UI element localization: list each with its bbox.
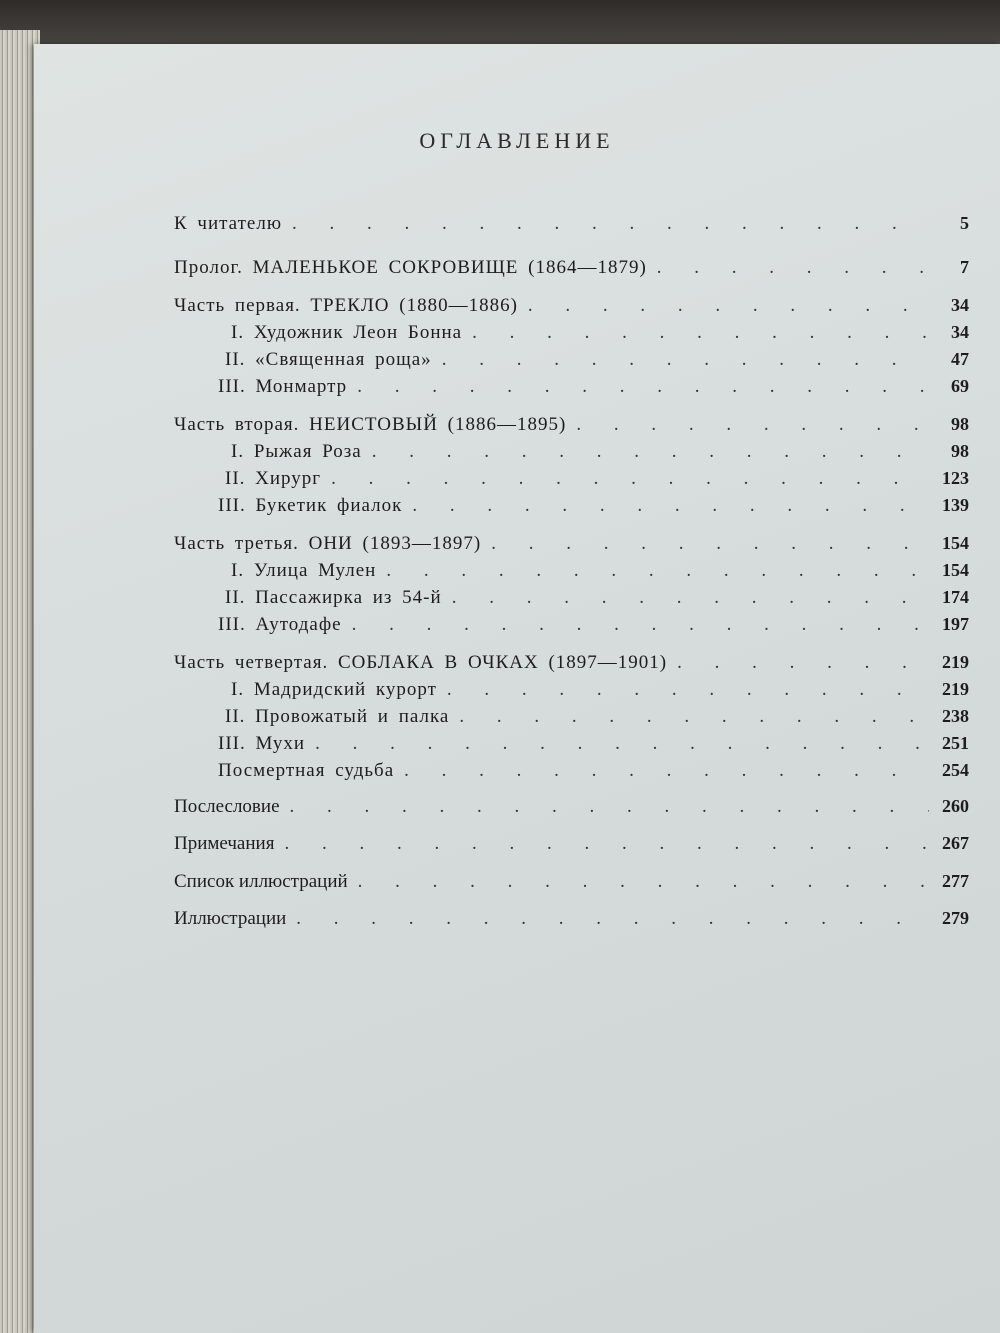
toc-leader-dots — [677, 650, 929, 676]
toc-entry-label: Часть третья. ОНИ (1893—1897) — [174, 533, 482, 554]
toc-entry-label: II. Пассажирка из 54-й — [225, 587, 442, 608]
toc-leader-dots — [459, 704, 929, 730]
toc-chapter — [218, 611, 969, 637]
toc-entry-page: 7 — [960, 257, 969, 277]
toc-leader-dots — [491, 531, 929, 557]
toc-leader-dots — [657, 255, 929, 281]
toc-entry-page: 139 — [942, 495, 969, 515]
toc-entry-page: 34 — [951, 295, 969, 315]
toc-entry — [174, 868, 969, 894]
toc-leader-dots — [442, 347, 929, 373]
toc-entry — [174, 210, 969, 236]
toc-leader-dots — [358, 869, 929, 895]
table-of-contents — [174, 44, 974, 1044]
toc-leader-dots — [331, 466, 929, 492]
toc-chapter — [218, 373, 969, 399]
toc-leader-dots — [528, 293, 929, 319]
toc-leader-dots — [290, 794, 929, 820]
toc-entry-page: 254 — [942, 760, 969, 780]
toc-entry-page: 267 — [942, 833, 969, 853]
toc-part-heading — [174, 649, 969, 675]
toc-entry-page: 123 — [942, 468, 969, 488]
toc-chapter — [225, 346, 969, 372]
toc-entry-page: 34 — [951, 322, 969, 342]
book-page — [34, 44, 1000, 1333]
page-title: ОГЛАВЛЕНИЕ — [419, 128, 615, 153]
toc-entry-page: 219 — [942, 652, 969, 672]
toc-entry-page: 277 — [942, 871, 969, 891]
toc-entry-page: 238 — [942, 706, 969, 726]
toc-entry-label: Часть первая. ТРЕКЛО (1880—1886) — [174, 295, 518, 316]
toc-entry-label: I. Мадридский курорт — [231, 679, 437, 700]
toc-chapter — [218, 730, 969, 756]
toc-entry-label: II. Хирург — [225, 468, 322, 489]
toc-entry-label: Часть четвертая. СОБЛАКА В ОЧКАХ (1897—1901) — [174, 652, 668, 673]
toc-entry-label: III. Букетик фиалок — [218, 495, 403, 516]
toc-leader-dots — [404, 758, 929, 784]
toc-leader-dots — [292, 211, 929, 237]
toc-entry-page: 5 — [960, 213, 969, 233]
toc-entry-label: II. Провожатый и палка — [225, 706, 450, 727]
toc-chapter — [218, 757, 969, 783]
toc-leader-dots — [357, 374, 929, 400]
toc-entry-label: Часть вторая. НЕИСТОВЫЙ (1886—1895) — [174, 414, 567, 435]
toc-leader-dots — [447, 677, 929, 703]
toc-part-heading — [174, 292, 969, 318]
toc-entry-label: Список иллюстраций — [174, 871, 348, 892]
toc-entry-label: Посмертная судьба — [218, 760, 395, 781]
toc-part-heading — [174, 411, 969, 437]
toc-leader-dots — [452, 585, 929, 611]
toc-entry-page: 47 — [951, 349, 969, 369]
toc-chapter — [231, 676, 969, 702]
toc-entry-page: 260 — [942, 796, 969, 816]
toc-entry-page: 98 — [951, 414, 969, 434]
toc-entry — [174, 905, 969, 931]
toc-part-heading — [174, 530, 969, 556]
toc-entry — [174, 830, 969, 856]
toc-entry-label: Пролог. МАЛЕНЬКОЕ СОКРОВИЩЕ (1864—1879) — [174, 257, 647, 278]
toc-entry-label: Послесловие — [174, 796, 280, 817]
toc-entry-page: 219 — [942, 679, 969, 699]
toc-leader-dots — [412, 493, 929, 519]
toc-entry-label: II. «Священная роща» — [225, 349, 432, 370]
toc-leader-dots — [386, 558, 929, 584]
toc-entry-page: 98 — [951, 441, 969, 461]
toc-chapter — [225, 465, 969, 491]
background-top — [0, 0, 1000, 48]
toc-chapter — [231, 438, 969, 464]
toc-leader-dots — [472, 320, 929, 346]
toc-entry-page: 251 — [942, 733, 969, 753]
toc-leader-dots — [315, 731, 929, 757]
toc-chapter — [231, 557, 969, 583]
toc-entry-page: 154 — [942, 533, 969, 553]
toc-entry-page: 154 — [942, 560, 969, 580]
toc-leader-dots — [576, 412, 929, 438]
toc-entry-label: I. Рыжая Роза — [231, 441, 362, 462]
toc-entry-page: 197 — [942, 614, 969, 634]
toc-entry-label: Примечания — [174, 833, 275, 854]
toc-entry-page: 174 — [942, 587, 969, 607]
toc-entry-label: III. Мухи — [218, 733, 306, 754]
toc-chapter — [225, 584, 969, 610]
toc-leader-dots — [352, 612, 929, 638]
toc-entry-label: I. Улица Мулен — [231, 560, 377, 581]
toc-entry-page: 279 — [942, 908, 969, 928]
toc-leader-dots — [284, 831, 929, 857]
toc-entry-label: III. Аутодафе — [218, 614, 342, 635]
toc-entry-label: К читателю — [174, 213, 283, 234]
toc-entry-label: III. Монмартр — [218, 376, 348, 397]
toc-entry-label: Иллюстрации — [174, 908, 287, 929]
toc-chapter — [225, 703, 969, 729]
toc-leader-dots — [372, 439, 929, 465]
toc-entry-label: I. Художник Леон Бонна — [231, 322, 463, 343]
toc-entry — [174, 793, 969, 819]
toc-entry — [174, 254, 969, 280]
toc-leader-dots — [296, 906, 929, 932]
toc-chapter — [231, 319, 969, 345]
toc-entry-page: 69 — [951, 376, 969, 396]
toc-chapter — [218, 492, 969, 518]
